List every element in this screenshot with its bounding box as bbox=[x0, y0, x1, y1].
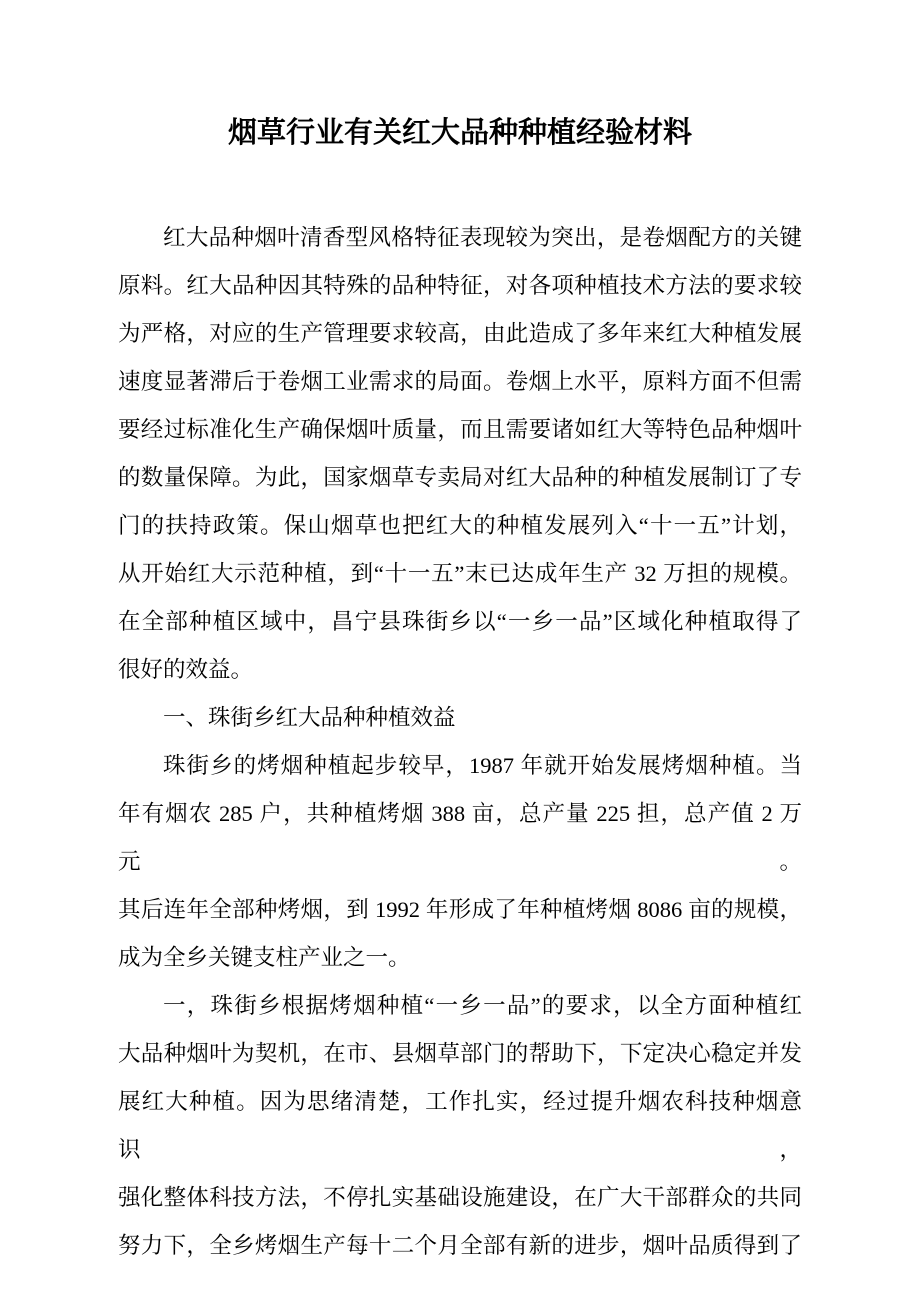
text-line: 努力下，全乡烤烟生产每十二个月全部有新的进步，烟叶品质得到了 bbox=[118, 1233, 802, 1258]
text-line: 红大品种烟叶清香型风格特征表现较为突出，是卷烟配方的关键 bbox=[163, 225, 802, 250]
text-line: 为严格，对应的生产管理要求较高，由此造成了多年来红大种植发展 bbox=[118, 321, 802, 346]
text-line: 展红大种植。因为思绪清楚，工作扎实，经过提升烟农科技种烟意识， bbox=[118, 1089, 802, 1162]
paragraph bbox=[118, 982, 802, 1270]
text-line: 速度显著滞后于卷烟工业需求的局面。卷烟上水平，原料方面不但需 bbox=[118, 369, 802, 394]
text-line: 珠街乡的烤烟种植起步较早，1987 年就开始发展烤烟种植。当 bbox=[163, 753, 802, 778]
text-line: 门的扶持政策。保山烟草也把红大的种植发展列入“十一五”计划， bbox=[118, 513, 802, 538]
text-line: 成为全乡关键支柱产业之一。 bbox=[118, 945, 411, 970]
text-line: 的数量保障。为此，国家烟草专卖局对红大品种的种植发展制订了专 bbox=[118, 465, 802, 490]
paragraph bbox=[118, 694, 802, 742]
text-line: 在全部种植区域中，昌宁县珠街乡以“一乡一品”区域化种植取得了 bbox=[118, 609, 802, 634]
text-line: 从开始红大示范种植，到“十一五”末已达成年生产 32 万担的规模。 bbox=[118, 561, 802, 586]
document-title: 烟草行业有关红大品种种植经验材料 bbox=[227, 117, 692, 149]
text-line: 原料。红大品种因其特殊的品种特征，对各项种植技术方法的要求较 bbox=[118, 273, 802, 298]
document-body bbox=[118, 214, 802, 1270]
paragraph bbox=[118, 214, 802, 694]
text-line: 其后连年全部种烤烟，到 1992 年形成了年种植烤烟 8086 亩的规模， bbox=[118, 897, 802, 922]
paragraph bbox=[118, 742, 802, 982]
text-line: 年有烟农 285 户，共种植烤烟 388 亩，总产量 225 担，总产值 2 万元。 bbox=[118, 801, 802, 874]
text-line: 大品种烟叶为契机，在市、县烟草部门的帮助下，下定决心稳定并发 bbox=[118, 1041, 802, 1066]
text-line: 一、珠街乡红大品种种植效益 bbox=[163, 705, 456, 730]
text-line: 强化整体科技方法，不停扎实基础设施建设，在广大干部群众的共同 bbox=[118, 1185, 802, 1210]
text-line: 要经过标准化生产确保烟叶质量，而且需要诸如红大等特色品种烟叶 bbox=[118, 417, 802, 442]
text-line: 很好的效益。 bbox=[118, 657, 254, 682]
text-line: 一，珠街乡根据烤烟种植“一乡一品”的要求，以全方面种植红 bbox=[163, 993, 802, 1018]
